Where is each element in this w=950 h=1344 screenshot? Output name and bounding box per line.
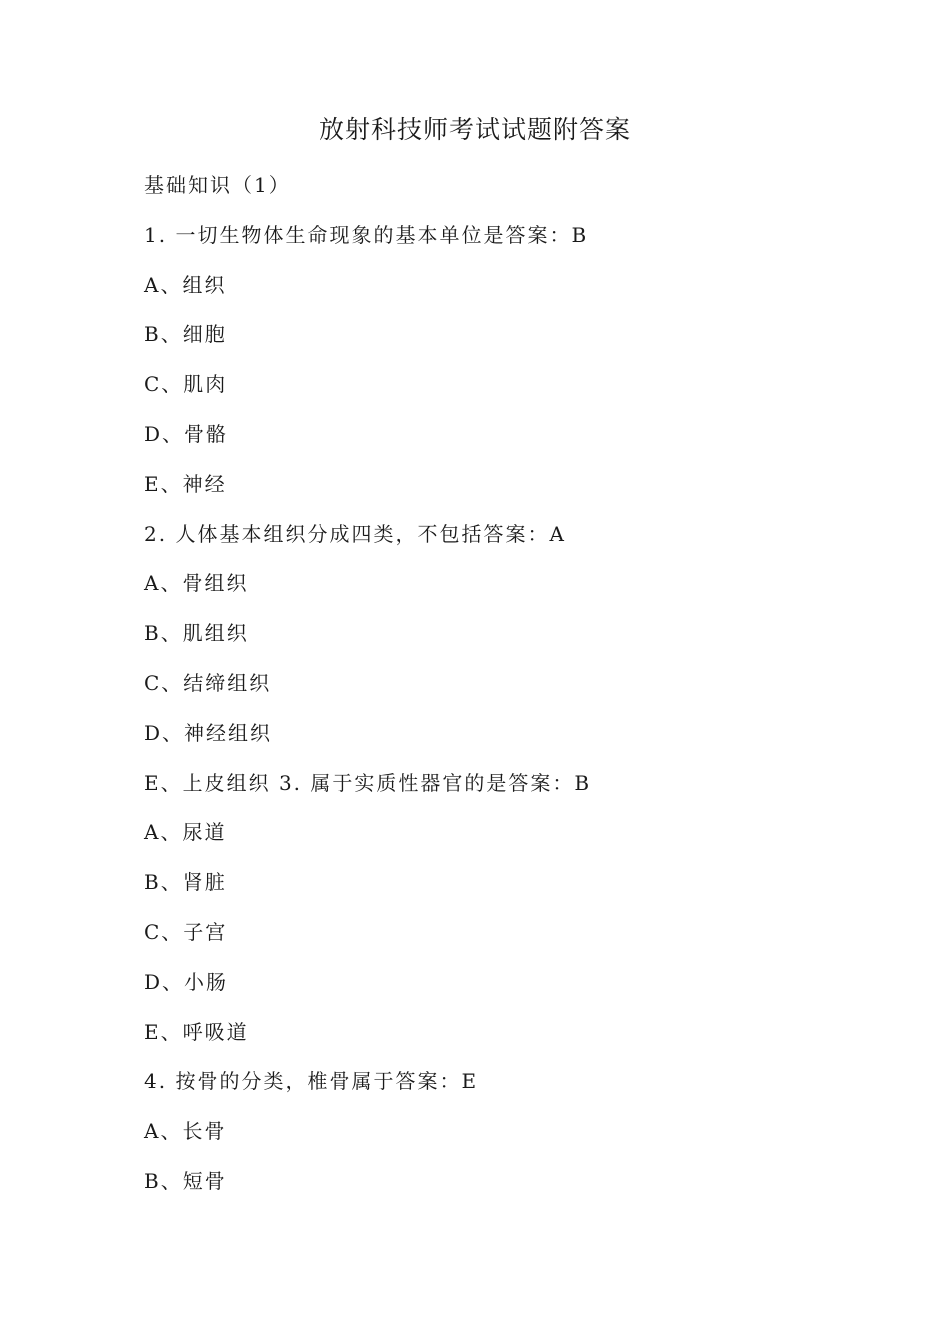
question-4-option-b: B、短骨 [144, 1168, 227, 1193]
section-heading: 基础知识（1） [144, 173, 291, 197]
document-body [144, 168, 904, 1214]
question-3-option-e: E、呼吸道 [144, 1019, 249, 1044]
question-3-option-b: B、肾脏 [144, 870, 227, 895]
question-1-option-d: D、骨骼 [144, 421, 229, 446]
question-2: 2. 人体基本组织分成四类，不包括答案：A [144, 521, 566, 546]
question-1: 1. 一切生物体生命现象的基本单位是答案：B [144, 222, 589, 247]
question-3-option-a: A、尿道 [144, 820, 227, 845]
question-3-option-c: C、子宫 [144, 919, 228, 944]
question-2-option-b: B、肌组织 [144, 621, 249, 646]
question-2-option-d: D、神经组织 [144, 720, 273, 745]
document-title: 放射科技师考试试题附答案 [318, 115, 631, 144]
question-1-option-c: C、肌肉 [144, 372, 228, 397]
question-4: 4. 按骨的分类，椎骨属于答案：E [144, 1069, 479, 1094]
question-2-option-e-and-question-3: E、上皮组织 3. 属于实质性器官的是答案：B [144, 770, 592, 795]
question-1-option-a: A、组织 [144, 272, 227, 297]
question-1-option-e: E、神经 [144, 471, 227, 496]
question-2-option-c: C、结缔组织 [144, 670, 272, 695]
question-4-option-a: A、长骨 [144, 1119, 227, 1144]
question-3-option-d: D、小肠 [144, 969, 229, 994]
question-1-option-b: B、细胞 [144, 322, 227, 347]
question-2-option-a: A、骨组织 [144, 571, 249, 596]
